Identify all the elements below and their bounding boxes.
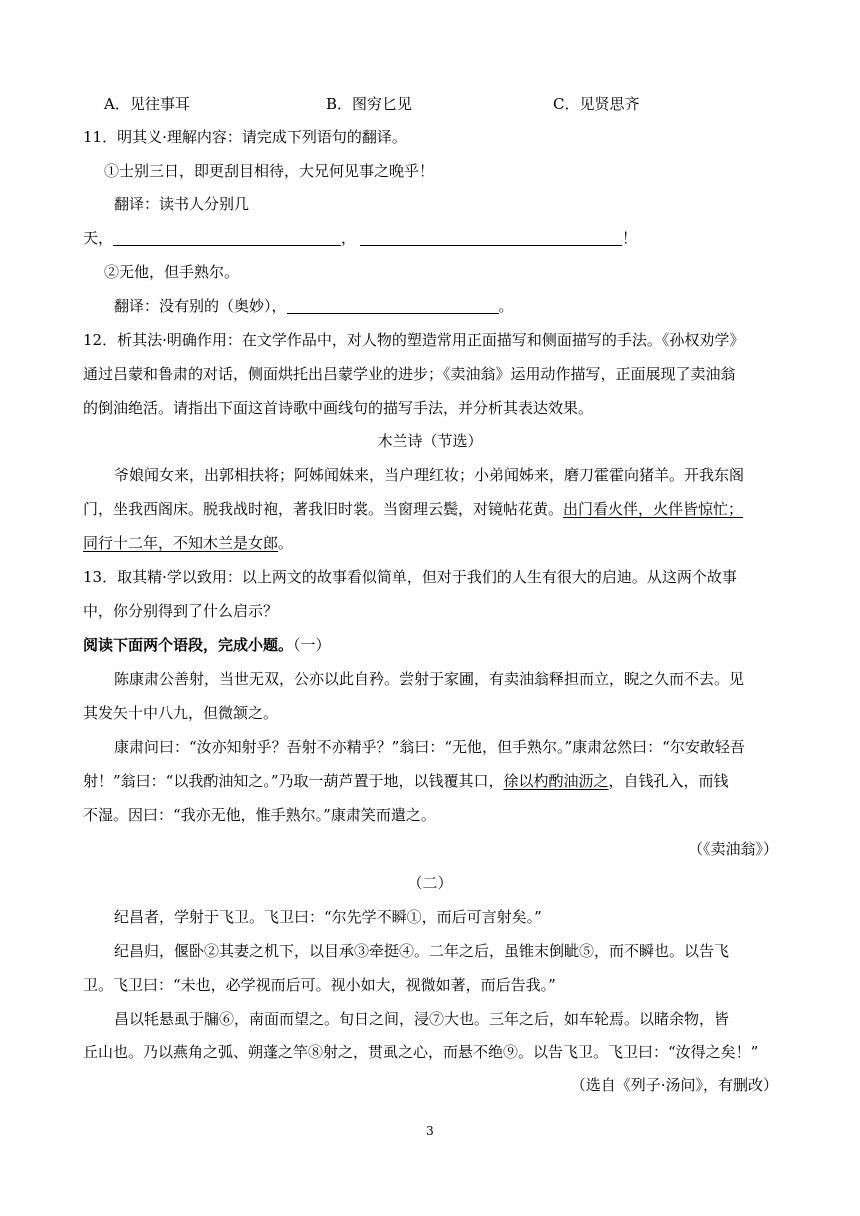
q11-sentence-1: ①士别三日，即更刮目相待，大兄何见事之晚乎！: [104, 162, 435, 180]
q11-t2-prefix: 翻译：没有别的（奥妙），: [114, 297, 287, 315]
passage1-line-2: 其发矢十中八九，但微颔之。: [83, 704, 279, 722]
poem-line-2: [83, 499, 743, 519]
q11-t1-start: 天，: [83, 229, 114, 247]
q11-translation-1-prefix: 翻译：读书人分别几: [114, 195, 250, 213]
page-number: 3: [426, 1124, 434, 1138]
q11-t1-comma: ，: [341, 229, 357, 247]
passage1-line-5: 不湿。因曰：“我亦无他，惟手熟尔。”康肃笑而遣之。: [83, 806, 436, 824]
passage1-line-3: 康肃问曰：“汝亦知射乎？吾射不亦精乎？”翁曰：“无他，但手熟尔。”康肃忿然曰：“尔安敢轻吾: [114, 738, 745, 756]
poem-line-3-end: 。: [278, 534, 294, 552]
reading-instructions: [83, 635, 331, 655]
passage2-line-5: 丘山也。乃以燕角之弧、朔蓬之竿⑧射之，贯虱之心，而悬不绝⑨。以告飞卫。飞卫曰：“汝得之矣！”: [83, 1043, 759, 1061]
q13-line-2: 中，你分别得到了什么启示？: [83, 602, 279, 620]
poem-line-3: [83, 533, 293, 553]
passage2-line-2: 纪昌归，偃卧②其妻之机下，以目承③牵挺④。二年之后，虽锥末倒眦⑤，而不瞬也。以告飞: [114, 942, 730, 960]
passage1-line-4a: 射！”翁曰：“以我酌油知之。”乃取一葫芦置于地，以钱覆其口，: [83, 772, 504, 790]
choice-c: C．见贤思齐: [553, 95, 640, 113]
poem-line-2-text: 门，坐我西阁床。脱我战时袍，著我旧时裳。当窗理云鬓，对镜帖花黄。: [83, 500, 564, 518]
poem-line-1: 爷娘闻女来，出郭相扶将；阿姊闻妹来，当户理红妆；小弟闻姊来，磨刀霍霍向猪羊。开我东阁: [114, 466, 745, 484]
answer-blank-1[interactable]: [113, 229, 341, 246]
poem-underlined-2: 同行十二年，不知木兰是女郎: [83, 534, 279, 552]
q11-t2-end: 。: [498, 297, 514, 315]
choice-b: B．图穷匕见: [326, 95, 413, 113]
q11-translation-2: [114, 296, 514, 316]
section-two-label: （二）: [407, 874, 453, 892]
poem-title: 木兰诗（节选）: [377, 432, 483, 450]
section-one-label: （一）: [293, 636, 331, 654]
source-one: （《卖油翁》）: [687, 840, 778, 858]
poem-underlined-1: 出门看火伴，火伴皆惊忙；: [563, 500, 744, 518]
passage2-line-1: 纪昌者，学射于飞卫。飞卫曰：“尔先学不瞬①，而后可言射矣。”: [114, 908, 542, 926]
q12-line-2: 通过吕蒙和鲁肃的对话，侧面烘托出吕蒙学业的进步；《卖油翁》运用动作描写，正面展现了卖油翁: [83, 365, 736, 383]
passage1-line-1: 陈康肃公善射，当世无双，公亦以此自矜。尝射于家圃，有卖油翁释担而立，睨之久而不去。见: [114, 670, 745, 688]
passage1-line-4: [83, 771, 729, 791]
choice-a: A．见往事耳: [104, 95, 190, 113]
q11-translation-1-continued: [83, 228, 637, 248]
reading-title: 阅读下面两个语段，完成小题。: [83, 636, 294, 654]
answer-blank-3[interactable]: [287, 297, 499, 314]
q12-line-3: 的倒油绝活。请指出下面这首诗歌中画线句的描写手法，并分析其表达效果。: [83, 399, 594, 417]
q11-t1-end: ！: [622, 229, 638, 247]
passage1-underlined: 徐以杓酌油沥之: [503, 772, 609, 790]
q11-sentence-2: ②无他，但手熟尔。: [104, 263, 240, 281]
passage1-line-4b: ，自钱孔入，而钱: [608, 772, 729, 790]
source-two: （选自《列子·汤问》，有删改）: [570, 1076, 778, 1094]
q11-title: 11．明其义·理解内容：请完成下列语句的翻译。: [83, 128, 407, 146]
passage2-line-3: 卫。飞卫曰：“未也，必学视而后可。视小如大，视微如著，而后告我。”: [83, 976, 556, 994]
passage2-line-4: 昌以牦悬虱于牖⑥，南面而望之。旬日之间，浸⑦大也。三年之后，如车轮焉。以睹余物，皆: [114, 1010, 730, 1028]
answer-blank-2[interactable]: [360, 229, 622, 246]
q13-line-1: 13．取其精·学以致用：以上两文的故事看似简单，但对于我们的人生有很大的启迪。从这两个故事: [83, 568, 737, 586]
q12-line-1: 12．析其法·明确作用：在文学作品中，对人物的塑造常用正面描写和侧面描写的手法。《孙权劝学》: [83, 331, 745, 349]
